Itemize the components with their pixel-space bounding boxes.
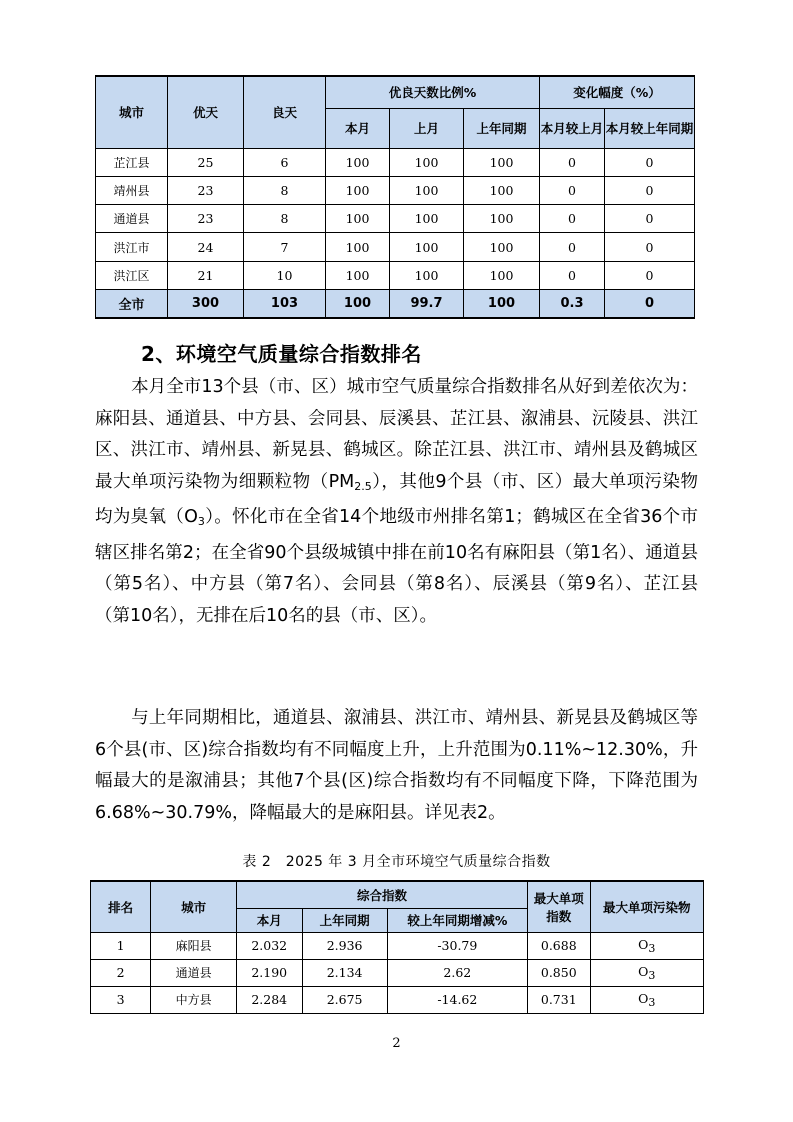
pollutant-text: O <box>638 963 649 979</box>
cell: 2.936 <box>302 932 387 959</box>
cell-city: 靖州县 <box>96 176 168 204</box>
header-this-month: 本月 <box>326 108 390 148</box>
cell: 0.850 <box>528 959 591 986</box>
subscript: 3 <box>648 968 656 982</box>
cell: 0 <box>605 205 695 233</box>
air-quality-days-table <box>95 75 695 319</box>
cell: -14.62 <box>387 986 527 1013</box>
header-last-year: 上年同期 <box>302 908 387 932</box>
cell: 0 <box>540 148 605 176</box>
cell: 2.62 <box>387 959 527 986</box>
paragraph-text: ），其他9个县（市、区）最大单项污染物均为臭氧（O <box>95 471 698 527</box>
cell: 100 <box>326 261 390 289</box>
cell-city: 通道县 <box>151 959 237 986</box>
cell-pollutant <box>590 986 703 1013</box>
cell: 100 <box>326 233 390 261</box>
cell: 0.688 <box>528 932 591 959</box>
cell: 100 <box>464 233 540 261</box>
cell: 100 <box>464 205 540 233</box>
cell: 0 <box>540 205 605 233</box>
cell: 2.134 <box>302 959 387 986</box>
header-vs-last-year: 本月较上年同期 <box>605 108 695 148</box>
subscript: 3 <box>648 995 656 1009</box>
cell: 23 <box>168 205 244 233</box>
header-change-group: 变化幅度（%） <box>540 76 695 108</box>
cell: 23 <box>168 176 244 204</box>
cell: 103 <box>244 289 326 318</box>
cell-pollutant <box>590 932 703 959</box>
cell: 2.190 <box>236 959 302 986</box>
pollutant-text: O <box>638 936 649 952</box>
cell: 100 <box>326 176 390 204</box>
paragraph-text: ）。怀化市在全省14个地级市州排名第1；鹤城区在全省36个市辖区排名第2；在全省90个县级城镇中排在前10名有麻阳县（第1名）、通道县（第5名）、中方县（第7名）、会同县（第8名）、辰溪县（第9名）、芷江县（第10名），无排在后10名的县（市、区）。 <box>95 507 698 626</box>
cell-rank: 3 <box>91 986 151 1013</box>
cell: 25 <box>168 148 244 176</box>
cell: 0 <box>605 289 695 318</box>
pollutant-text: O <box>638 990 649 1006</box>
cell: 100 <box>464 176 540 204</box>
cell-city: 芷江县 <box>96 148 168 176</box>
table-row <box>91 986 704 1013</box>
cell: -30.79 <box>387 932 527 959</box>
cell: 24 <box>168 233 244 261</box>
cell: 100 <box>390 233 464 261</box>
table-caption: 表 2 2025 年 3 月全市环境空气质量综合指数 <box>242 854 551 870</box>
cell: 100 <box>390 148 464 176</box>
cell: 100 <box>464 289 540 318</box>
cell: 300 <box>168 289 244 318</box>
paragraph-text: 与上年同期相比，通道县、溆浦县、洪江市、靖州县、新晃县及鹤城区等6个县(市、区)综合指数均有不同幅度上升，上升范围为0.11%~12.30%，升幅最大的是溆浦县；其他7个县(区)综合指数均有不同幅度下降，下降范围为6.68%~30.79%，降幅最大的是麻阳县。详见表2。 <box>95 708 698 823</box>
cell: 8 <box>244 176 326 204</box>
header-good: 良天 <box>244 76 326 148</box>
header-max-pollutant: 最大单项污染物 <box>590 881 703 932</box>
table-row <box>96 205 695 233</box>
header-last-month: 上月 <box>390 108 464 148</box>
header-city: 城市 <box>96 76 168 148</box>
table-row <box>96 233 695 261</box>
cell-rank: 2 <box>91 959 151 986</box>
subscript: 3 <box>648 941 656 955</box>
table-row <box>91 932 704 959</box>
cell: 100 <box>464 148 540 176</box>
cell-city: 通道县 <box>96 205 168 233</box>
table-row <box>96 261 695 289</box>
cell: 0 <box>605 176 695 204</box>
cell: 100 <box>326 148 390 176</box>
cell: 0 <box>540 233 605 261</box>
paragraph-text: 本月全市13个县（市、区）城市空气质量综合指数排名从好到差依次为：麻阳县、通道县、中方县、会同县、辰溪县、芷江县、溆浦县、沅陵县、洪江区、洪江市、靖州县、新晃县、鹤城区。除芷江县、洪江市、靖州县及鹤城区最大单项污染物为细颗粒物（PM <box>95 377 698 492</box>
cell: 0 <box>605 148 695 176</box>
cell: 100 <box>390 261 464 289</box>
cell: 100 <box>390 205 464 233</box>
header-this-month: 本月 <box>236 908 302 932</box>
header-excellent: 优天 <box>168 76 244 148</box>
cell: 0 <box>605 233 695 261</box>
cell: 2.675 <box>302 986 387 1013</box>
table-total-row <box>96 289 695 318</box>
table-row <box>96 176 695 204</box>
cell: 100 <box>326 205 390 233</box>
cell: 2.032 <box>236 932 302 959</box>
header-last-year: 上年同期 <box>464 108 540 148</box>
header-change: 较上年同期增减% <box>387 908 527 932</box>
composite-index-table <box>90 880 704 1014</box>
section-title: 2、环境空气质量综合指数排名 <box>141 342 422 366</box>
cell-city: 中方县 <box>151 986 237 1013</box>
cell-city: 全市 <box>96 289 168 318</box>
cell: 6 <box>244 148 326 176</box>
cell: 100 <box>326 289 390 318</box>
subscript: 2.5 <box>354 479 372 493</box>
cell-city: 麻阳县 <box>151 932 237 959</box>
cell: 10 <box>244 261 326 289</box>
header-rank: 排名 <box>91 881 151 932</box>
header-max-single: 最大单项指数 <box>528 881 591 932</box>
cell: 8 <box>244 205 326 233</box>
cell: 0 <box>605 261 695 289</box>
cell-city: 洪江区 <box>96 261 168 289</box>
header-vs-last-month: 本月较上月 <box>540 108 605 148</box>
header-ratio-group: 优良天数比例% <box>326 76 540 108</box>
paragraph-comparison <box>95 703 698 829</box>
table-row <box>91 959 704 986</box>
header-index-group: 综合指数 <box>236 881 527 908</box>
cell-pollutant <box>590 959 703 986</box>
header-city: 城市 <box>151 881 237 932</box>
cell: 0 <box>540 176 605 204</box>
cell: 0.731 <box>528 986 591 1013</box>
cell: 0.3 <box>540 289 605 318</box>
cell: 100 <box>464 261 540 289</box>
subscript: 3 <box>197 515 205 528</box>
table-row <box>96 148 695 176</box>
cell: 21 <box>168 261 244 289</box>
cell-rank: 1 <box>91 932 151 959</box>
cell-city: 洪江市 <box>96 233 168 261</box>
cell: 7 <box>244 233 326 261</box>
page-number: 2 <box>392 1036 401 1051</box>
cell: 2.284 <box>236 986 302 1013</box>
cell: 100 <box>390 176 464 204</box>
cell: 0 <box>540 261 605 289</box>
paragraph-ranking <box>95 372 698 632</box>
cell: 99.7 <box>390 289 464 318</box>
